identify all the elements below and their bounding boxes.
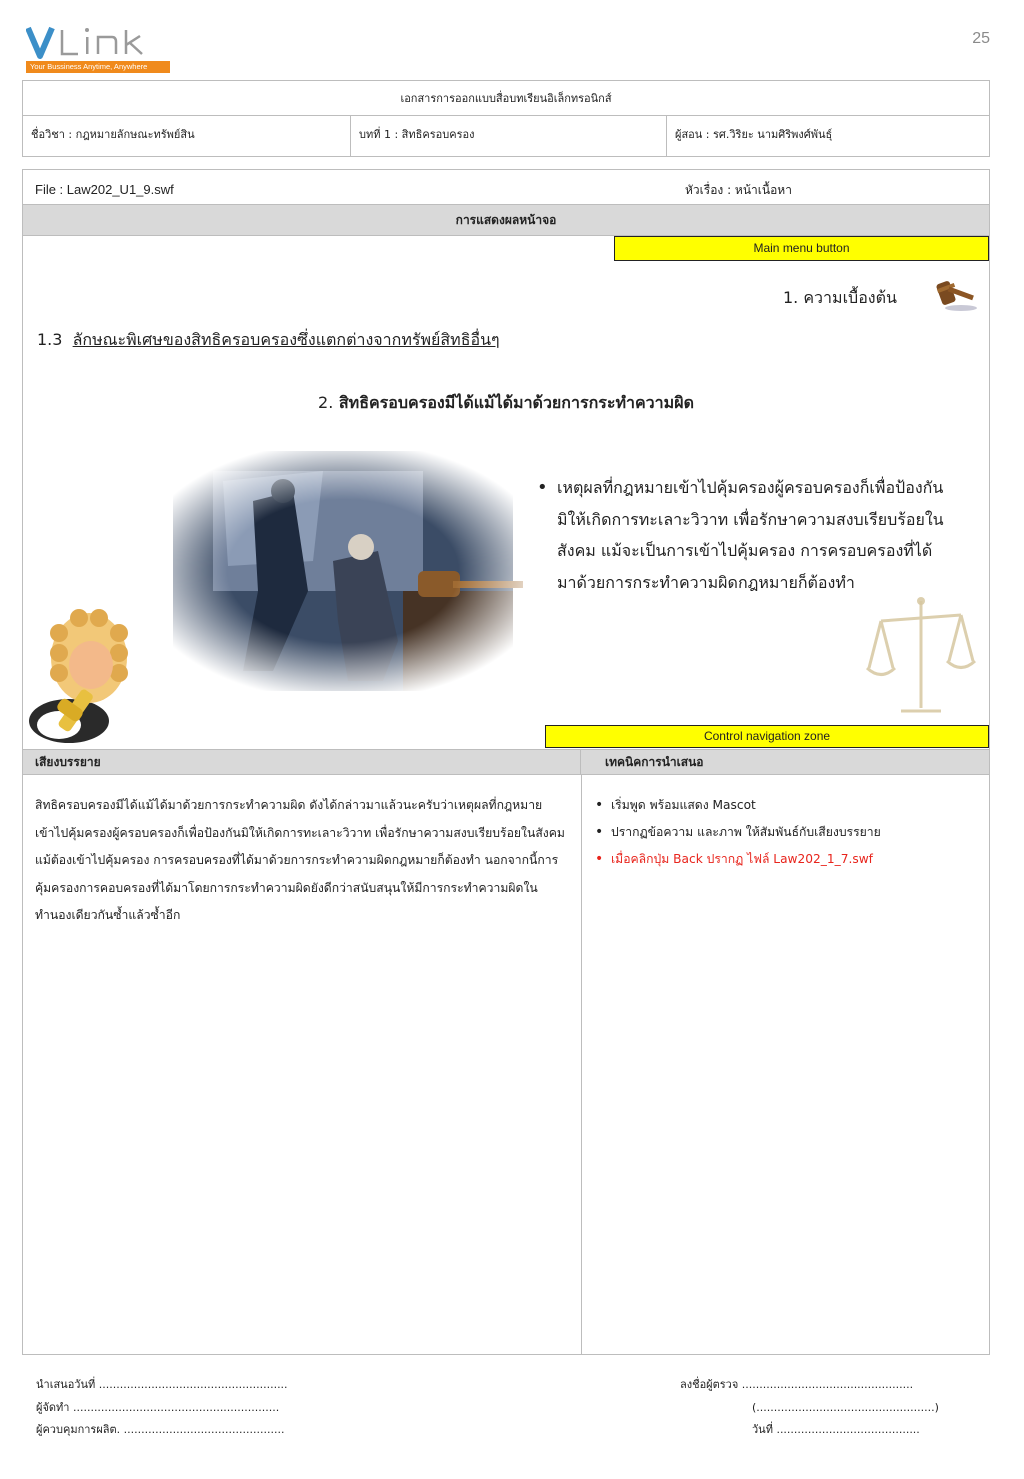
technique-item-highlight: • เมื่อคลิกปุ่ม Back ปรากฏ ไฟล์ Law202_1_7.swf: [595, 846, 985, 873]
footer-right: [680, 1374, 939, 1442]
reviewer-signature-field: ลงชื่อผู้ตรวจ .................................................: [680, 1378, 914, 1391]
screen-stage: [23, 236, 989, 749]
preparer-field: ผู้จัดทำ ...........................................................: [36, 1400, 280, 1414]
file-row: [23, 170, 989, 204]
content-bullet-text: เหตุผลที่กฎหมายเข้าไปคุ้มครองผู้ครอบครองก็เพื่อป้องกันมิให้เกิดการทะเลาะวิวาท เพื่อรักษาความสงบเรียบร้อยในสังคม แม้จะเป็นการเข้าไปคุ้มครอง การครอบครองที่ได้มาด้วยการกระทำความผิดกฎหมายก็ต้องทำ: [557, 478, 944, 592]
narration-heading: เสียงบรรยาย: [23, 749, 581, 775]
gavel-icon: [933, 278, 979, 312]
footer-left: [36, 1374, 288, 1442]
judge-mascot-illustration: [29, 603, 144, 743]
scales-of-justice-illustration: [861, 593, 981, 718]
logo-tagline: Your Bussiness Anytime, Anywhere: [26, 61, 170, 73]
screen-display-bar: การแสดงผลหน้าจอ: [23, 204, 989, 236]
lesson-cell: บทที่ 1 : สิทธิครอบครอง: [351, 116, 667, 156]
menu-title: 1. ความเบื้องต้น: [783, 288, 897, 307]
column-divider: [581, 775, 582, 1355]
technique-item: • เริ่มพูด พร้อมแสดง Mascot: [595, 792, 985, 819]
bullet-dot: •: [537, 477, 548, 498]
main-menu-button[interactable]: Main menu button: [614, 236, 989, 261]
sub-heading: [23, 391, 989, 416]
vlink-wordmark-icon: [26, 24, 170, 60]
file-name: File : Law202_U1_9.swf: [35, 182, 174, 197]
control-navigation-zone[interactable]: Control navigation zone: [545, 725, 989, 748]
teacher-cell: ผู้สอน : รศ.วิริยะ นามศิริพงศ์พันธุ์: [675, 128, 833, 141]
subject-cell: ชื่อวิชา : กฎหมายลักษณะทรัพย์สิน: [23, 116, 351, 156]
review-date-field: วันที่ .........................................: [752, 1423, 920, 1436]
document-title: เอกสารการออกแบบสื่อบทเรียนอิเล็กทรอนิกส์: [23, 81, 989, 116]
vlink-logo: [26, 24, 170, 74]
sub-heading-number: 2.: [318, 393, 334, 412]
page-number: 25: [972, 30, 990, 47]
technique-item: • ปรากฏข้อความ และภาพ ให้สัมพันธ์กับเสียงบรรยาย: [595, 819, 985, 846]
document-header-table: [22, 80, 990, 157]
sub-heading-text: สิทธิครอบครองมีได้แม้ได้มาด้วยการกระทำความผิด: [338, 393, 694, 412]
technique-heading: เทคนิคการนำเสนอ: [581, 749, 989, 775]
technique-list: [595, 792, 985, 873]
presented-date-field: นำเสนอวันที่ ......................................................: [36, 1378, 288, 1391]
section-heading: [37, 328, 500, 353]
narration-text: สิทธิครอบครองมีได้แม้ได้มาด้วยการกระทำความผิด ดังได้กล่าวมาแล้วนะครับว่าเหตุผลที่กฎหมายเข้าไปคุ้มครองผู้ครอบครองก็เพื่อป้องกันมิให้เกิดการทะเลาะวิวาท เพื่อรักษาความสงบเรียบร้อยในสังคม แม้ต้องเข้าไปคุ้มครอง การครอบครองที่ได้มาด้วยการกระทำความผิดกฎหมายก็ต้องทำ นอกจากนี้การคุ้มครองการคอบครองที่ได้มาโดยการกระทำความผิดยังดีกว่าสนับสนุนให้มีการกระทำความผิดในทำนองเดียวกันซ้ำแล้วซ้ำอีก: [35, 798, 565, 922]
storyboard-frame: [22, 169, 990, 1355]
section-title: ลักษณะพิเศษของสิทธิครอบครองซึ่งแตกต่างจากทรัพย์สิทธิอื่นๆ: [72, 330, 500, 349]
section-number: 1.3: [37, 330, 63, 349]
courtroom-fight-illustration: [133, 441, 553, 701]
reviewer-name-field: (...................................................): [752, 1400, 939, 1414]
topic-label: หัวเรื่อง : หน้าเนื้อหา: [685, 183, 792, 197]
content-bullet: [537, 472, 947, 598]
production-controller-field: ผู้ควบคุมการผลิต. ..............................................: [36, 1423, 285, 1436]
